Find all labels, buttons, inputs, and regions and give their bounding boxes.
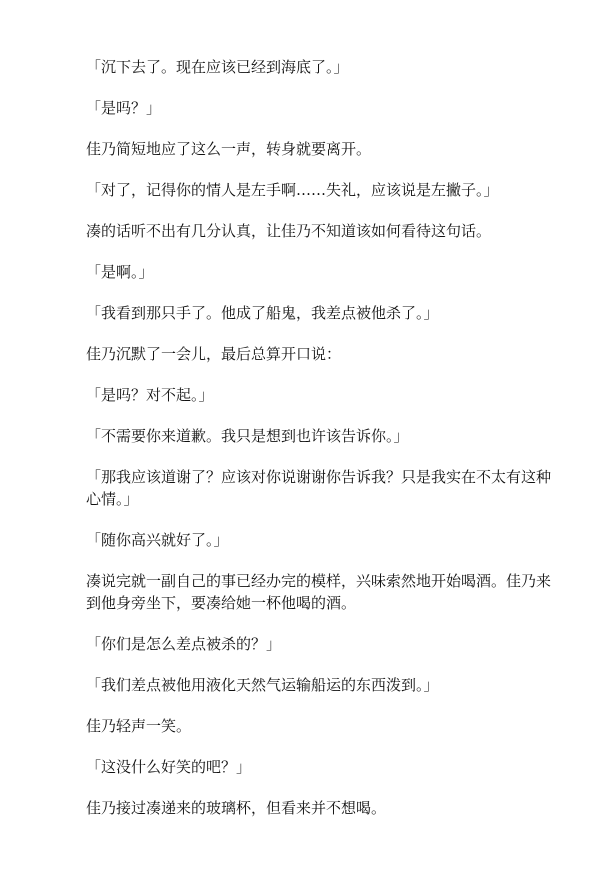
paragraph: 佳乃简短地应了这么一声，转身就要离开。 <box>86 140 372 158</box>
paragraph: 「是吗？对不起。」 <box>86 386 214 404</box>
paragraph: 「你们是怎么差点被杀的？」 <box>86 635 282 653</box>
paragraph: 佳乃轻声一笑。 <box>86 717 192 735</box>
paragraph: 「是吗？」 <box>86 99 162 117</box>
paragraph: 「我们差点被他用液化天然气运输船运的东西泼到。」 <box>86 676 439 694</box>
paragraph: 「对了，记得你的情人是左手啊……失礼，应该说是左撇子。」 <box>86 181 499 199</box>
paragraph: 佳乃沉默了一会儿，最后总算开口说： <box>86 345 342 363</box>
paragraph: 佳乃接过凑递来的玻璃杯，但看来并不想喝。 <box>86 799 387 817</box>
paragraph: 「随你高兴就好了。」 <box>86 531 229 549</box>
paragraph: 「那我应该道谢了？应该对你说谢谢你告诉我？只是我实在不太有这种心情。」 <box>86 468 552 508</box>
paragraph: 「我看到那只手了。他成了船鬼，我差点被他杀了。」 <box>86 304 439 322</box>
paragraph: 「不需要你来道歉。我只是想到也许该告诉你。」 <box>86 427 409 445</box>
paragraph: 「是啊。」 <box>86 263 154 281</box>
paragraph: 「这没什么好笑的吧？」 <box>86 758 252 776</box>
paragraph: 「沉下去了。现在应该已经到海底了。」 <box>86 58 349 76</box>
body-text <box>86 56 551 838</box>
paragraph: 凑的话听不出有几分认真，让佳乃不知道该如何看待这句话。 <box>86 222 492 240</box>
paragraph: 凑说完就一副自己的事已经办完的模样，兴味索然地开始喝酒。佳乃来到他身旁坐下，要凑给她一杯他喝的酒。 <box>86 572 552 612</box>
